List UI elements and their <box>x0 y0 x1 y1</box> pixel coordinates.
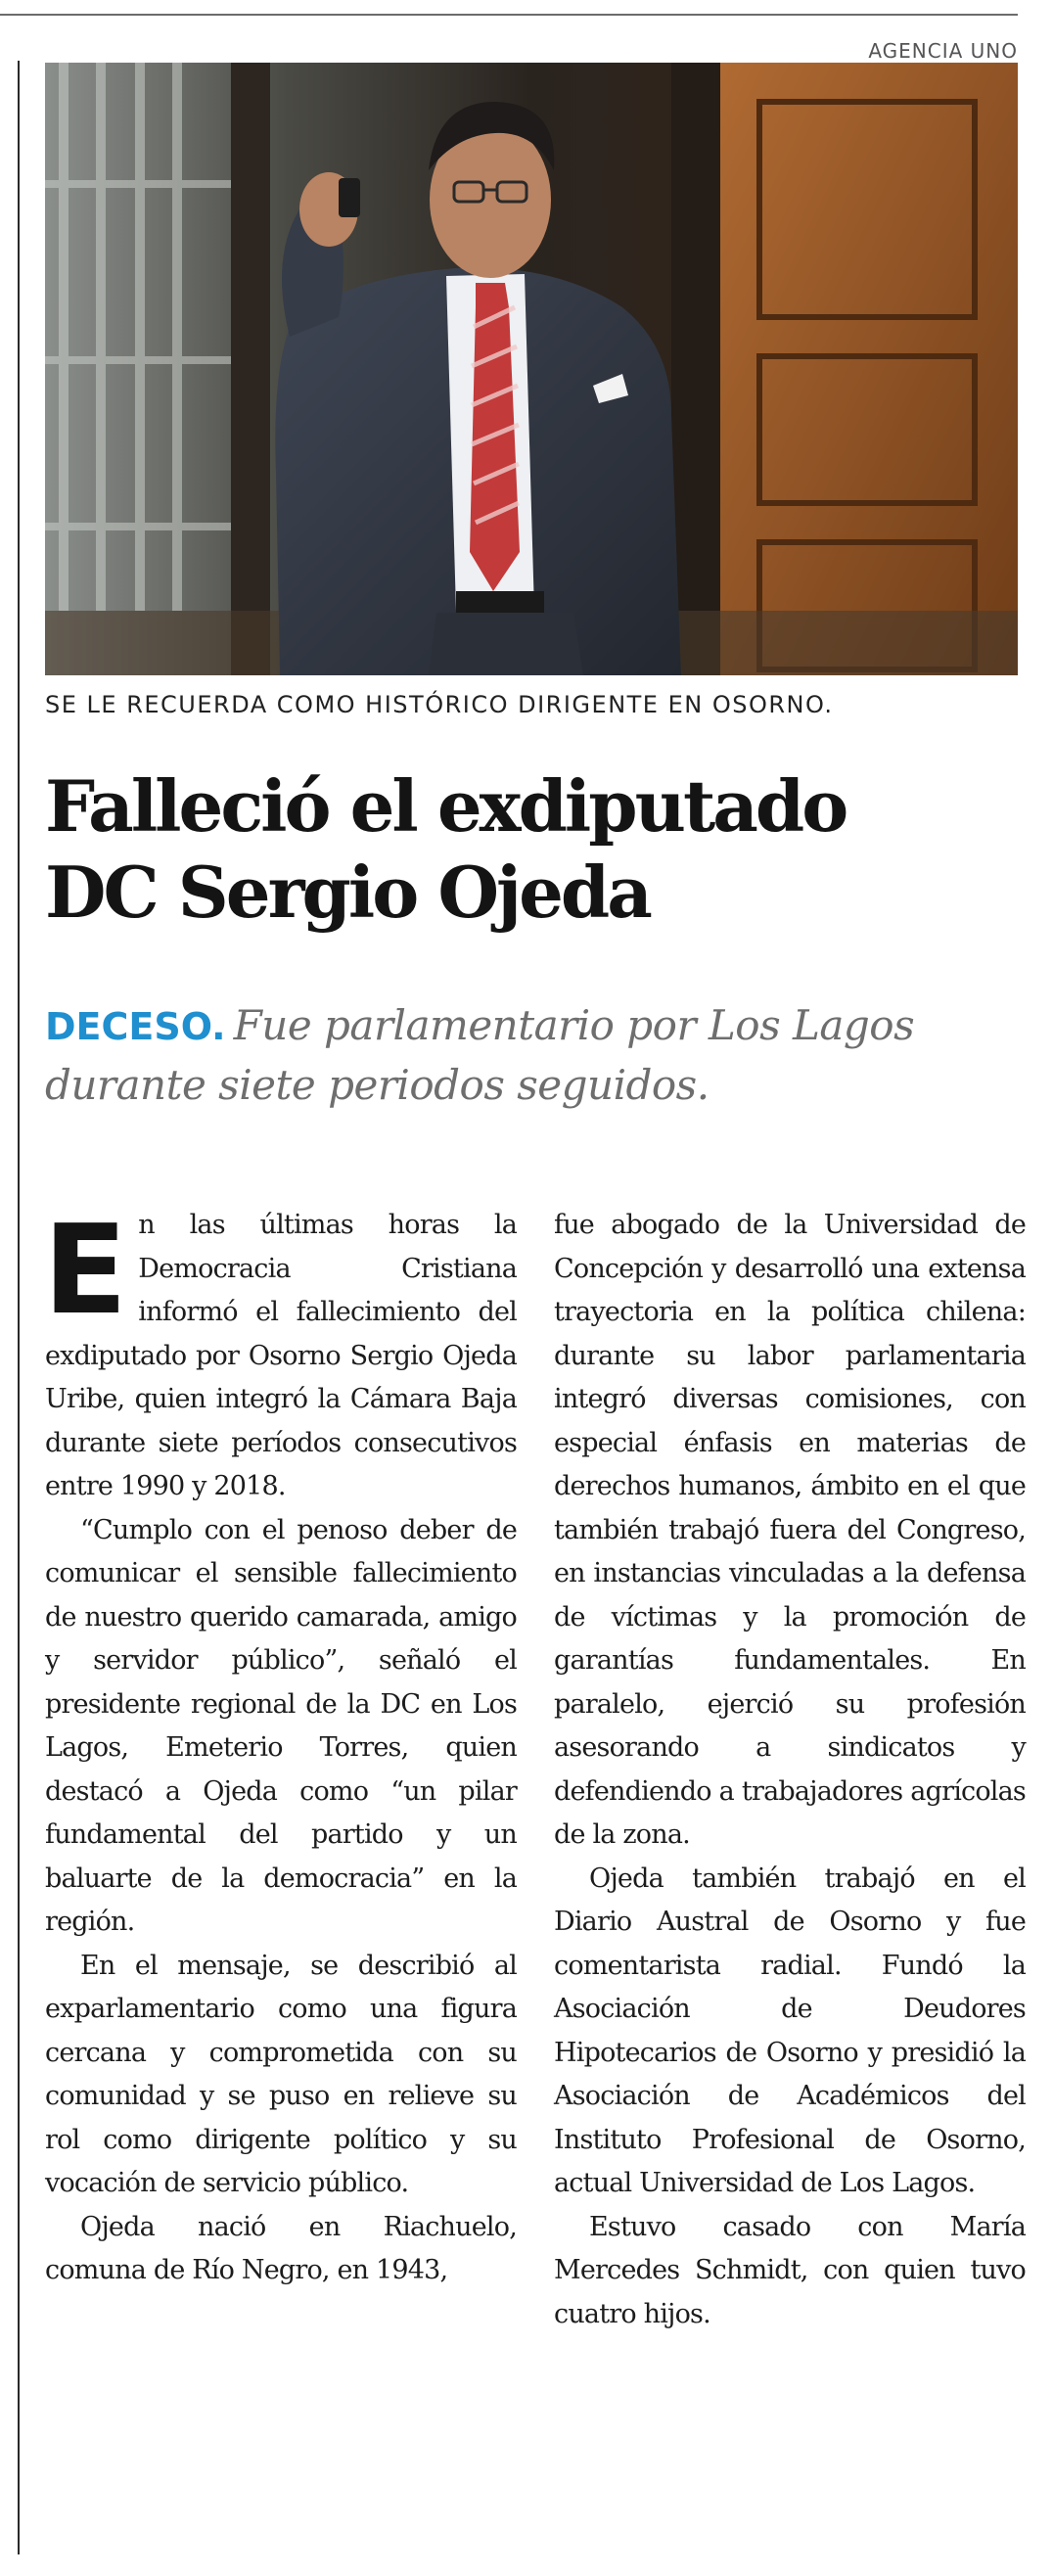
body-paragraph: fue abogado de la Universidad de Concepción y desarrolló una extensa trayectoria en la política chilena: durante su labor parlamentaria integró diversas comisiones, con especial énfasis en materias de derechos humanos, ámbito en el que también trabajó fuera del Congreso, en instancias vinculadas a la defensa de víctimas y la promoción de garantías fundamentales. En paralelo, ejerció su profesión asesorando a sindicatos y defendiendo a trabajadores agrícolas de la zona. <box>554 1210 1026 1850</box>
deck-text: Fue parlamentario por Los Lagos durante siete periodos seguidos. <box>45 1001 915 1109</box>
paragraph-text: n las últimas horas la Democracia Cristiana informó el fallecimiento del exdiputado por Osorno Sergio Ojeda Uribe, quien integró la Cámara Baja durante siete períodos consecutivos entre 1990 y 2018. <box>45 1210 517 1501</box>
photo-caption: SE LE RECUERDA COMO HISTÓRICO DIRIGENTE EN OSORNO. <box>45 691 834 718</box>
body-paragraph: Ojeda también trabajó en el Diario Austral de Osorno y fue comentarista radial. Fundó la Asociación de Deudores Hipotecarios de Osorno y presidió la Asociación de Académicos del Instituto Profesional de Osorno, actual Universidad de Los Lagos. <box>554 1863 1026 2198</box>
body-paragraph: “Cumplo con el penoso deber de comunicar el sensible fallecimiento de nuestro querido camarada, amigo y servidor público”, señaló el presidente regional de la DC en Los Lagos, Emeterio Torres, quien destacó a Ojeda como “un pilar fundamental del partido y un baluarte de la democracia” en la región. <box>45 1514 517 1937</box>
top-rule <box>0 14 1018 16</box>
body-column-2 <box>554 1204 1026 2336</box>
body-paragraph: Ojeda nació en Riachuelo, comuna de Río Negro, en 1943, <box>45 2211 517 2285</box>
column-rule <box>18 61 20 2554</box>
headline <box>45 763 1024 936</box>
headline-line-2: DC Sergio Ojeda <box>45 851 650 934</box>
body-paragraph: En el mensaje, se describió al exparlamentario como una figura cercana y comprometida con su comunidad y se puso en relieve su rol como dirigente político y su vocación de servicio público. <box>45 1950 517 2198</box>
body-paragraph <box>43 1198 517 1509</box>
kicker-label: DECESO. <box>45 1005 226 1048</box>
drop-cap: E <box>43 1198 127 1342</box>
body-column-1 <box>43 1198 517 2293</box>
deck <box>45 996 1024 1115</box>
article-photo <box>45 63 1018 675</box>
photo-credit: AGENCIA UNO <box>868 39 1018 63</box>
body-paragraph: Estuvo casado con María Mercedes Schmidt, con quien tuvo cuatro hijos. <box>554 2211 1026 2329</box>
headline-line-1: Falleció el exdiputado <box>45 764 847 848</box>
